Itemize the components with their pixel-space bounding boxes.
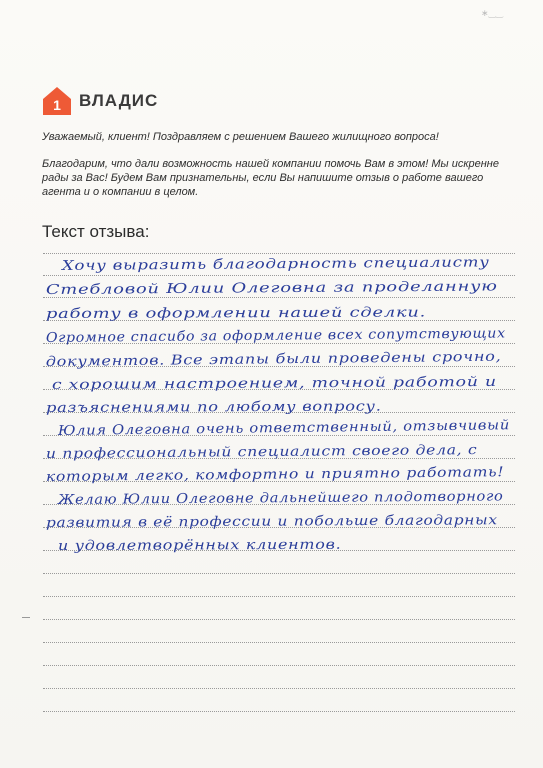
brand-name: ВЛАДИС bbox=[79, 91, 159, 110]
handwritten-line: которым легко, комфортно и приятно работать! bbox=[45, 464, 505, 485]
handwritten-line: Хочу выразить благодарность специалисту bbox=[61, 254, 490, 274]
greeting-line: Уважаемый, клиент! Поздравляем с решением Вашего жилищного вопроса! bbox=[42, 131, 439, 143]
corner-mark: ∗‿‿ bbox=[480, 8, 503, 18]
handwritten-line: документов. Все этапы были проведены срочно, bbox=[45, 348, 502, 370]
handwritten-line: Стебловой Юлии Олеговна за проделанную bbox=[45, 278, 498, 298]
logo-digit: 1 bbox=[53, 97, 61, 113]
handwritten-line: и профессиональный специалист своего дела, с bbox=[45, 442, 478, 462]
handwritten-line: Огромное спасибо за оформление всех сопутствующих bbox=[45, 325, 506, 346]
thanks-paragraph: Благодарим, что дали возможность нашей компании помочь Вам в этом! Мы искренне рады за Вас! Будем Вам признательны, если Вы напишите отзыв о работе вашего агента и о компании в целом. bbox=[42, 158, 499, 198]
handwritten-line: развития в её профессии и побольше благодарных bbox=[45, 512, 498, 531]
handwritten-line: разъяснениями по любому вопросу. bbox=[45, 398, 382, 416]
handwritten-line: с хорошим настроением, точной работой и bbox=[51, 373, 498, 393]
handwritten-line: Юлия Олеговна очень ответственный, отзывчивый bbox=[57, 417, 511, 439]
handwritten-line: и удовлетворённых клиентов. bbox=[57, 536, 342, 554]
margin-tick bbox=[22, 617, 30, 618]
review-title: Текст отзыва: bbox=[42, 222, 150, 241]
handwritten-line: Желаю Юлии Олеговне дальнейшего плодотворного bbox=[57, 488, 504, 508]
handwritten-line: работу в оформлении нашей сделки. bbox=[45, 304, 427, 322]
